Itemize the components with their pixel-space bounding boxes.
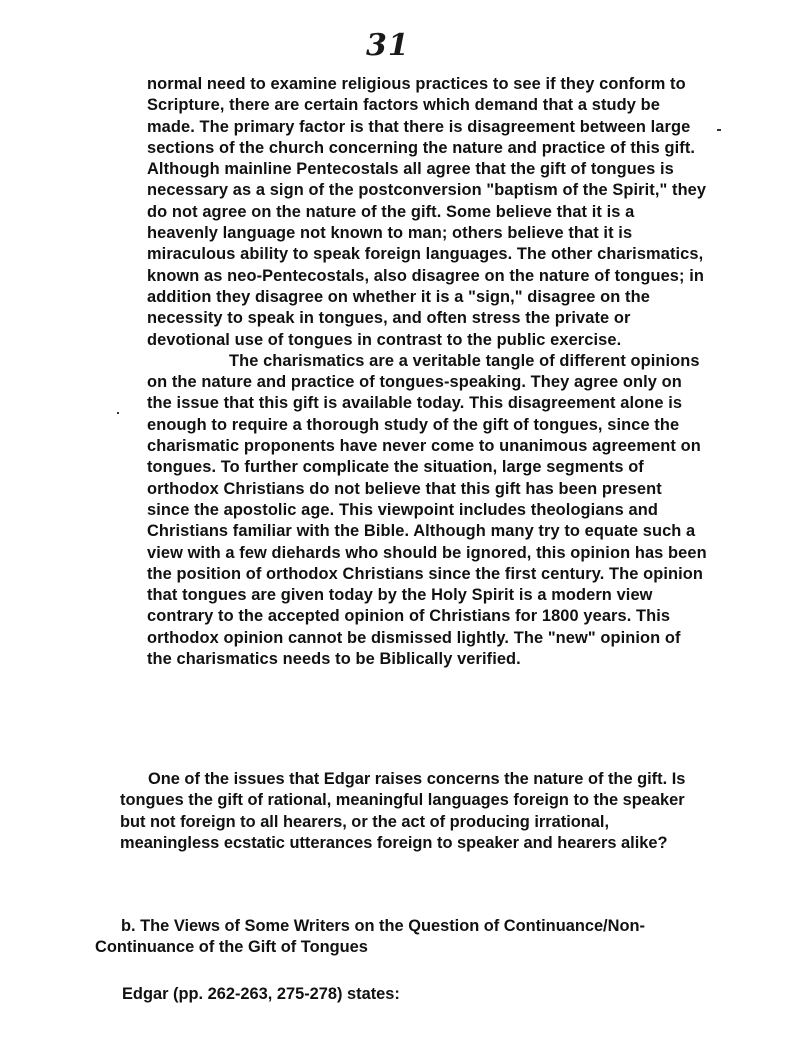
block-quote	[147, 74, 707, 670]
quote-paragraph-1: normal need to examine religious practices to see if they conform to Scripture, there are certain factors which demand that a study be made. The primary factor is that there is disagreement between large sections of the church concerning the nature and practice of this gift. Although mainline Pentecostals all agree that the gift of tongues is necessary as a sign of the postconversion "baptism of the Spirit," they do not agree on the nature of the gift. Some believe that it is a heavenly language not known to man; others believe that it is miraculous ability to speak foreign languages. The other charismatics, known as neo-Pentecostals, also disagree on the nature of tongues; in addition they disagree on whether it is a "sign," disagree on the necessity to speak in tongues, and often stress the private or devotional use of tongues in contrast to the public exercise.	[147, 75, 707, 349]
citation-line: Edgar (pp. 262-263, 275-278) states:	[122, 985, 400, 1003]
page-number: 31	[366, 28, 410, 63]
section-heading: b. The Views of Some Writers on the Question of Continuance/Non-Continuance of the Gift of Tongues	[95, 917, 645, 957]
commentary-paragraph: One of the issues that Edgar raises concerns the nature of the gift. Is tongues the gift of rational, meaningful languages foreign to the speaker but not foreign to all hearers, or the act of producing irrational, meaningless ecstatic utterances foreign to speaker and hearers alike?	[120, 770, 686, 852]
scan-speck-mark	[117, 412, 119, 414]
quote-paragraph-2: The charismatics are a veritable tangle of different opinions on the nature and practice of tongues-speaking. They agree only on the issue that this gift is available today. This disagreement alone is enough to require a thorough study of the gift of tongues, since the charismatic proponents have never come to unanimous agreement on tongues. To further complicate the situation, large segments of orthodox Christians do not believe that this gift has been present since the apostolic age. This viewpoint includes theologians and Christians familiar with the Bible. Although many try to equate such a view with a few diehards who should be ignored, this opinion has been the position of orthodox Christians since the first century. The opinion that tongues are given today by the Holy Spirit is a modern view contrary to the accepted opinion of Christians for 1800 years. This orthodox opinion cannot be dismissed lightly. The "new" opinion of the charismatics needs to be Biblically verified.	[147, 351, 707, 669]
scan-speck-mark	[717, 129, 721, 131]
